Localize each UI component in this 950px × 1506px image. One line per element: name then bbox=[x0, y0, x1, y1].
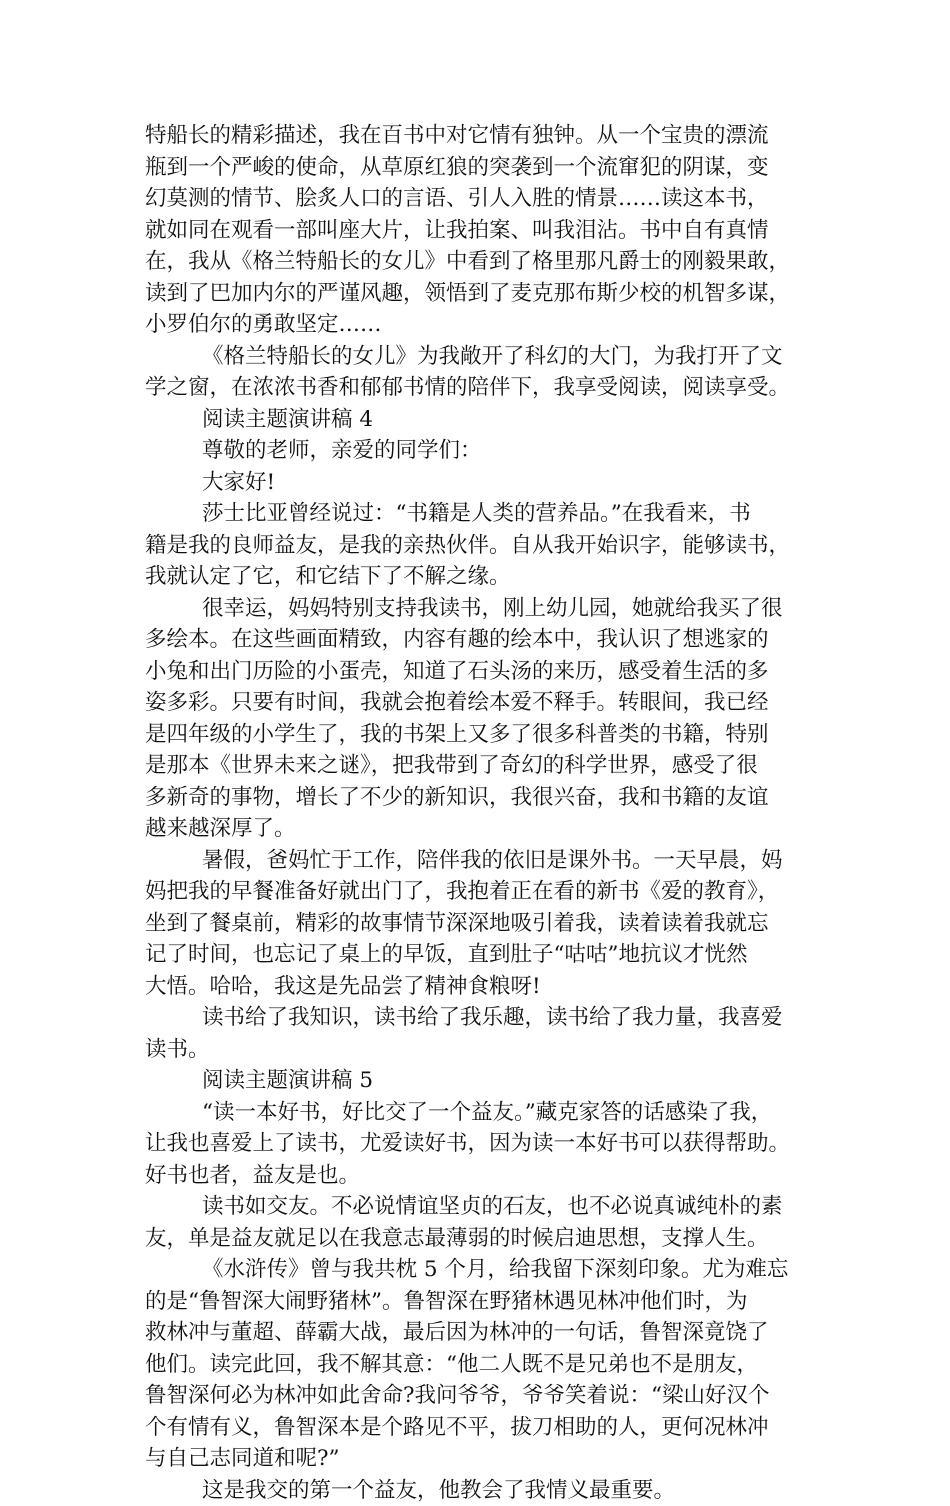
text-line: 让我也喜爱上了读书，尤爱读好书，因为读一本好书可以获得帮助。 bbox=[145, 1128, 805, 1160]
text-line: 妈把我的早餐准备好就出门了，我抱着正在看的新书《爱的教育》， bbox=[145, 876, 805, 908]
text-line: 大家好! bbox=[145, 467, 805, 499]
text-line: 个有情有义，鲁智深本是个路见不平，拔刀相助的人，更何况林冲 bbox=[145, 1412, 805, 1444]
text-line: 救林冲与董超、薛霸大战，最后因为林冲的一句话，鲁智深竟饶了 bbox=[145, 1317, 805, 1349]
text-line: 莎士比亚曾经说过：“书籍是人类的营养品。”在我看来，书 bbox=[145, 498, 805, 530]
text-line: 我就认定了它，和它结下了不解之缘。 bbox=[145, 561, 805, 593]
text-line: 是四年级的小学生了，我的书架上又多了很多科普类的书籍，特别 bbox=[145, 719, 805, 751]
text-line: 就如同在观看一部叫座大片，让我拍案、叫我泪沾。书中自有真情 bbox=[145, 215, 805, 247]
text-line: 小兔和出门历险的小蛋壳，知道了石头汤的来历，感受着生活的多 bbox=[145, 656, 805, 688]
text-line: 他们。读完此回，我不解其意：“他二人既不是兄弟也不是朋友， bbox=[145, 1349, 805, 1381]
text-line: 尊敬的老师，亲爱的同学们： bbox=[145, 435, 805, 467]
text-line: 阅读主题演讲稿 4 bbox=[145, 404, 805, 436]
text-line: 多新奇的事物，增长了不少的新知识，我很兴奋，我和书籍的友谊 bbox=[145, 782, 805, 814]
text-line: 多绘本。在这些画面精致，内容有趣的绘本中，我认识了想逃家的 bbox=[145, 624, 805, 656]
text-line: 这是我交的第一个益友，他教会了我情义最重要。 bbox=[145, 1475, 805, 1506]
text-line: 《格兰特船长的女儿》为我敞开了科幻的大门，为我打开了文 bbox=[145, 341, 805, 373]
text-line: 《水浒传》曾与我共枕 5 个月，给我留下深刻印象。尤为难忘 bbox=[145, 1254, 805, 1286]
text-line: 的是“鲁智深大闹野猪林”。鲁智深在野猪林遇见林冲他们时，为 bbox=[145, 1286, 805, 1318]
text-line: 大悟。哈哈，我这是先品尝了精神食粮呀! bbox=[145, 971, 805, 1003]
document-body bbox=[145, 120, 805, 1506]
text-line: 在，我从《格兰特船长的女儿》中看到了格里那凡爵士的刚毅果敢， bbox=[145, 246, 805, 278]
text-line: 是那本《世界未来之谜》，把我带到了奇幻的科学世界，感受了很 bbox=[145, 750, 805, 782]
text-line: 特船长的精彩描述，我在百书中对它情有独钟。从一个宝贵的漂流 bbox=[145, 120, 805, 152]
text-line: 与自己志同道和呢?” bbox=[145, 1443, 805, 1475]
text-line: 小罗伯尔的勇敢坚定…… bbox=[145, 309, 805, 341]
text-line: 友，单是益友就足以在我意志最薄弱的时候启迪思想，支撑人生。 bbox=[145, 1223, 805, 1255]
text-line: 好书也者，益友是也。 bbox=[145, 1160, 805, 1192]
text-line: 坐到了餐桌前，精彩的故事情节深深地吸引着我，读着读着我就忘 bbox=[145, 908, 805, 940]
text-line: 阅读主题演讲稿 5 bbox=[145, 1065, 805, 1097]
text-line: 籍是我的良师益友，是我的亲热伙伴。自从我开始识字，能够读书， bbox=[145, 530, 805, 562]
text-line: 读书如交友。不必说情谊坚贞的石友，也不必说真诚纯朴的素 bbox=[145, 1191, 805, 1223]
text-line: 瓶到一个严峻的使命，从草原红狼的突袭到一个流窜犯的阴谋，变 bbox=[145, 152, 805, 184]
text-line: 姿多彩。只要有时间，我就会抱着绘本爱不释手。转眼间，我已经 bbox=[145, 687, 805, 719]
text-line: 暑假，爸妈忙于工作，陪伴我的依旧是课外书。一天早晨，妈 bbox=[145, 845, 805, 877]
text-line: 学之窗，在浓浓书香和郁郁书情的陪伴下，我享受阅读，阅读享受。 bbox=[145, 372, 805, 404]
text-line: 鲁智深何必为林冲如此舍命?我问爷爷，爷爷笑着说：“梁山好汉个 bbox=[145, 1380, 805, 1412]
text-line: 读到了巴加内尔的严谨风趣，领悟到了麦克那布斯少校的机智多谋， bbox=[145, 278, 805, 310]
text-line: 幻莫测的情节、脍炙人口的言语、引人入胜的情景……读这本书， bbox=[145, 183, 805, 215]
text-line: 读书。 bbox=[145, 1034, 805, 1066]
text-line: “读一本好书，好比交了一个益友。”藏克家答的话感染了我， bbox=[145, 1097, 805, 1129]
text-line: 很幸运，妈妈特别支持我读书，刚上幼儿园，她就给我买了很 bbox=[145, 593, 805, 625]
text-line: 读书给了我知识，读书给了我乐趣，读书给了我力量，我喜爱 bbox=[145, 1002, 805, 1034]
text-line: 越来越深厚了。 bbox=[145, 813, 805, 845]
text-line: 记了时间，也忘记了桌上的早饭，直到肚子“咕咕”地抗议才恍然 bbox=[145, 939, 805, 971]
